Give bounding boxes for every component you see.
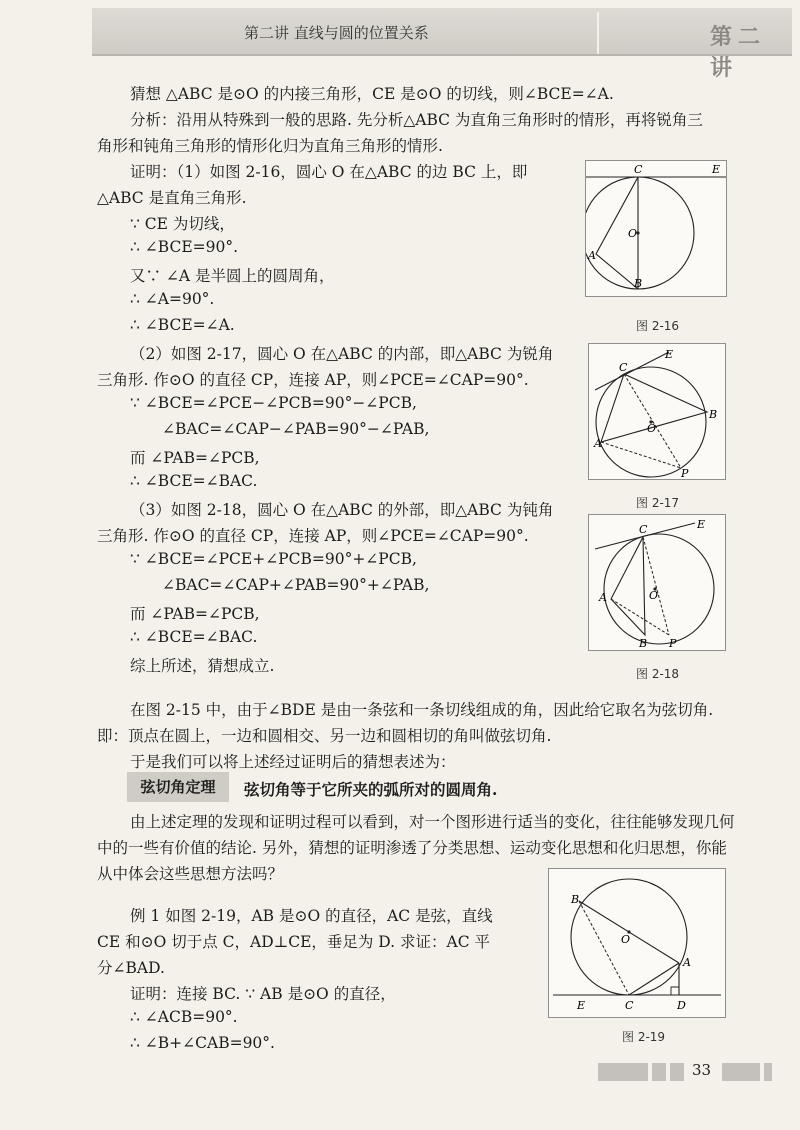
footer-bar-1 [598,1063,648,1081]
remark-line-3: 从中体会这些思想方法吗？ [97,865,284,883]
triangle-abc [611,537,645,635]
analysis-line-1: 分析：沿用从特殊到一般的思路. 先分析△ABC 为直角三角形时的情形，再将锐角三 [130,111,703,129]
caption-2-17: 图 2-17 [636,496,680,510]
definition-line-3: 于是我们可以将上述经过证明后的猜想表述为： [130,753,456,771]
label-a: A [599,591,607,604]
proof-case1-line-1: 证明：（1）如图 2-16，圆心 O 在△ABC 的边 BC 上，即 [130,163,528,181]
label-o: O [621,933,631,946]
proof-case3-line-2: 三角形. 作⊙O 的直径 CP，连接 AP，则∠PCE=∠CAP=90°. [97,527,529,545]
label-b: B [571,893,580,906]
header-divider [597,12,599,54]
label-e: E [712,163,721,176]
proof-conclusion: 综上所述，猜想成立. [130,657,275,675]
proof-case2-line-2: 三角形. 作⊙O 的直径 CP，连接 AP，则∠PCE=∠CAP=90°. [97,371,529,389]
proof-case3-line-3: ∵ ∠BCE=∠PCE+∠PCB=90°+∠PCB, [130,550,417,568]
label-c: C [625,999,634,1012]
label-p: P [669,637,677,650]
diameter-cp [624,374,681,468]
page-number: 33 [692,1061,712,1079]
proof-case1-line-3: ∵ CE 为切线， [130,215,235,233]
theorem-text: 弦切角等于它所夹的弧所对的圆周角. [244,780,498,799]
footer-bar-4 [722,1063,760,1081]
proof-case1-line-7: ∴ ∠BCE=∠A. [130,316,235,334]
guess-line: 猜想 △ABC 是⊙O 的内接三角形，CE 是⊙O 的切线，则∠BCE=∠A. [130,85,614,103]
right-angle-mark [671,987,679,995]
label-e: E [665,348,674,361]
proof-case3-line-1: （3）如图 2-18，圆心 O 在△ABC 的外部，即△ABC 为钝角 [130,501,554,519]
header-lecture-label: 第二讲 [710,24,767,81]
tangent-line-ce [595,352,669,390]
label-e: E [577,999,586,1012]
label-a: A [683,956,691,969]
figure-2-16 [585,160,727,297]
definition-line-2: 即：顶点在圆上，一边和圆相交、另一边和圆相切的角叫做弦切角. [97,727,552,745]
diameter-cp [643,537,669,635]
page-header [92,8,792,81]
footer-bar-2 [652,1063,666,1081]
proof-case2-line-4: ∠BAC=∠CAP−∠PAB=90°−∠PAB, [162,420,430,438]
label-o: O [649,589,659,602]
figure-2-19 [548,868,726,1018]
theorem-tag: 弦切角定理 [127,772,229,802]
proof-case3-line-5: 而 ∠PAB=∠PCB, [130,605,260,623]
caption-2-19: 图 2-19 [622,1030,666,1044]
label-e: E [697,518,706,531]
figure-2-18 [588,514,726,651]
proof-case3-line-6: ∴ ∠BCE=∠BAC. [130,628,258,646]
example-line-1: 例 1 如图 2-19，AB 是⊙O 的直径，AC 是弦，直线 [130,907,493,925]
chord-ac [629,963,679,995]
label-c: C [634,163,643,176]
label-b: B [709,408,718,421]
label-o: O [628,227,638,240]
definition-line-1: 在图 2-15 中，由于∠BDE 是由一条弦和一条切线组成的角，因此给它取名为弦切角. [130,701,714,719]
proof-case3-line-4: ∠BAC=∠CAP+∠PAB=90°+∠PAB, [162,576,430,594]
label-b: B [634,277,643,290]
remark-line-1: 由上述定理的发现和证明过程可以看到，对一个图形进行适当的变化，往往能够发现几何 [130,813,735,831]
example-line-2: CE 和⊙O 切于点 C，AD⊥CE，垂足为 D. 求证：AC 平 [97,933,491,951]
proof-case2-line-1: （2）如图 2-17，圆心 O 在△ABC 的内部，即△ABC 为锐角 [130,345,554,363]
example-proof-line-2: ∴ ∠ACB=90°. [130,1008,238,1026]
proof-case1-line-2: △ABC 是直角三角形. [97,189,247,207]
header-title: 第二讲 直线与圆的位置关系 [244,24,429,42]
figure-2-17 [588,343,726,480]
segment-bc [579,901,629,995]
example-line-3: 分∠BAD. [97,959,165,977]
footer-bar-5 [764,1063,772,1081]
proof-case1-line-5: 又∵ ∠A 是半圆上的圆周角， [130,267,335,285]
proof-case2-line-3: ∵ ∠BCE=∠PCE−∠PCB=90°−∠PCB, [130,394,417,412]
label-d: D [677,999,686,1012]
caption-2-16: 图 2-16 [636,319,680,333]
circle-o [604,534,714,644]
footer-bar-3 [670,1063,684,1081]
example-proof-line-1: 证明：连接 BC. ∵ AB 是⊙O 的直径， [130,985,396,1003]
label-c: C [639,523,648,536]
label-o: O [647,422,657,435]
label-a: A [588,249,596,262]
analysis-line-2: 角形和钝角三角形的情形化归为直角三角形的情形. [97,137,443,155]
caption-2-18: 图 2-18 [636,667,680,681]
label-a: A [594,437,602,450]
proof-case2-line-6: ∴ ∠BCE=∠BAC. [130,472,258,490]
proof-case2-line-5: 而 ∠PAB=∠PCB, [130,449,260,467]
segment-ap [601,442,681,468]
proof-case1-line-4: ∴ ∠BCE=90°. [130,238,239,256]
remark-line-2: 中的一些有价值的结论. 另外，猜想的证明渗透了分类思想、运动变化思想和化归思想，你能 [97,839,727,857]
proof-case1-line-6: ∴ ∠A=90°. [130,290,215,308]
circle-o [586,177,694,289]
example-proof-line-3: ∴ ∠B+∠CAB=90°. [130,1034,275,1052]
label-p: P [681,467,689,479]
label-c: C [619,361,628,374]
label-b: B [639,637,648,650]
